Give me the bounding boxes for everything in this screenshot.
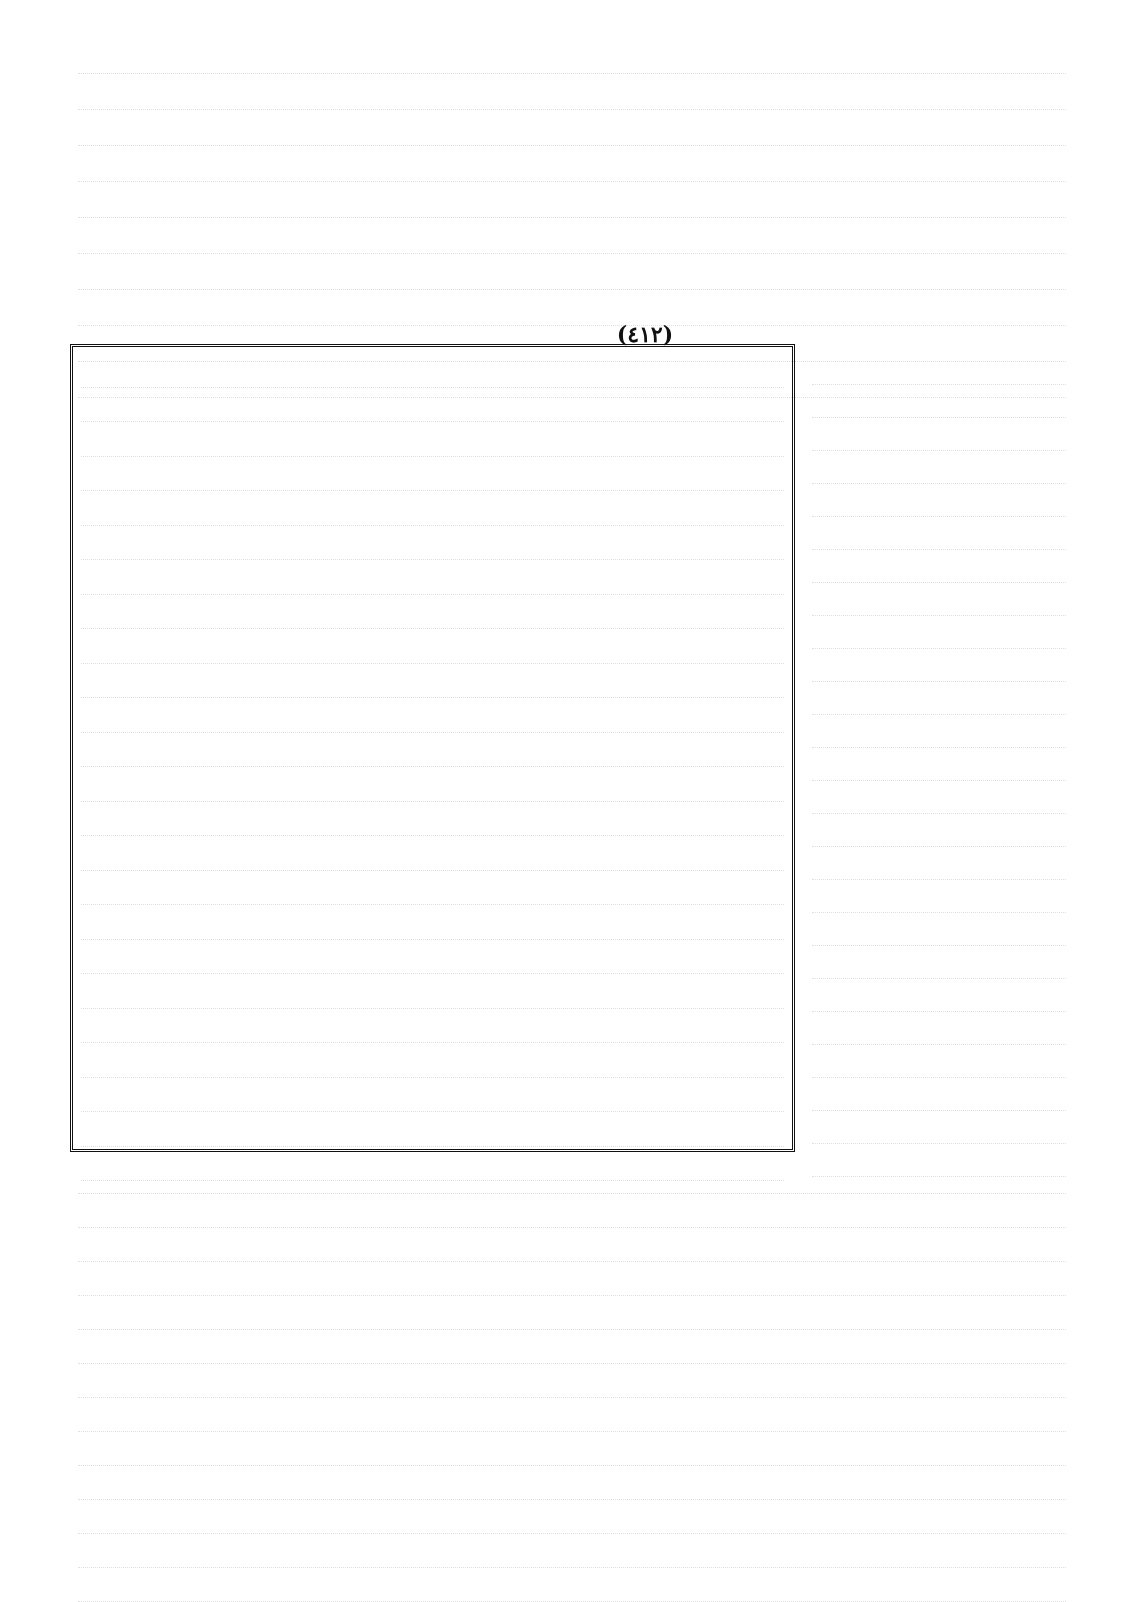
- framed-text-box: [70, 344, 795, 1152]
- text-line: [78, 1466, 1066, 1500]
- text-line: [78, 1228, 1066, 1262]
- framed-text-line: [81, 836, 784, 871]
- framed-text-line: [81, 664, 784, 699]
- framed-text-line: [81, 457, 784, 492]
- side-text-line: [812, 550, 1066, 583]
- framed-text-line: [81, 974, 784, 1009]
- side-text-line: [812, 583, 1066, 616]
- text-line: [78, 1534, 1066, 1568]
- framed-text-line: [81, 802, 784, 837]
- side-text-line: [812, 649, 1066, 682]
- side-text-line: [812, 781, 1066, 814]
- side-text-line: [812, 352, 1066, 385]
- side-text-line: [812, 946, 1066, 979]
- text-line: [78, 254, 1066, 290]
- side-text-line: [812, 517, 1066, 550]
- framed-text-line: [81, 698, 784, 733]
- text-line: [78, 1296, 1066, 1330]
- side-text-line: [812, 451, 1066, 484]
- side-text-line: [812, 979, 1066, 1012]
- text-line: [78, 1160, 1066, 1194]
- bottom-text-block: [78, 1160, 1066, 1602]
- framed-text-line: [81, 1009, 784, 1044]
- side-text-line: [812, 682, 1066, 715]
- text-line: [78, 182, 1066, 218]
- framed-text-line: [81, 526, 784, 561]
- framed-text-line: [81, 1078, 784, 1113]
- framed-text-line: [81, 1112, 784, 1147]
- text-line: [78, 1432, 1066, 1466]
- framed-text-line: [81, 560, 784, 595]
- framed-text-line: [81, 491, 784, 526]
- side-text-line: [812, 1012, 1066, 1045]
- framed-text-line: [81, 1043, 784, 1078]
- text-line: [78, 1330, 1066, 1364]
- text-line: [78, 1568, 1066, 1602]
- text-line: [78, 146, 1066, 182]
- side-text-line: [812, 418, 1066, 451]
- framed-text-line: [81, 905, 784, 940]
- side-text-line: [812, 715, 1066, 748]
- text-line: [78, 1262, 1066, 1296]
- framed-text-line: [81, 353, 784, 388]
- side-text-line: [812, 1078, 1066, 1111]
- text-line: [78, 1398, 1066, 1432]
- framed-text-line: [81, 629, 784, 664]
- side-text-line: [812, 1045, 1066, 1078]
- side-text-line: [812, 880, 1066, 913]
- side-text-line: [812, 385, 1066, 418]
- text-line: [78, 110, 1066, 146]
- framed-text-line: [81, 733, 784, 768]
- text-line: [78, 1364, 1066, 1398]
- framed-text-lines: [81, 353, 784, 1181]
- framed-text-line: [81, 388, 784, 423]
- side-text-line: [812, 913, 1066, 946]
- framed-text-line: [81, 422, 784, 457]
- side-text-line: [812, 484, 1066, 517]
- text-line: [78, 290, 1066, 326]
- text-line: [78, 1500, 1066, 1534]
- framed-text-line: [81, 940, 784, 975]
- side-text-line: [812, 748, 1066, 781]
- side-text-line: [812, 847, 1066, 880]
- framed-text-line: [81, 767, 784, 802]
- text-line: [78, 218, 1066, 254]
- framed-text-line: [81, 595, 784, 630]
- side-text-line: [812, 814, 1066, 847]
- side-column-text: [812, 352, 1066, 1177]
- text-line: [78, 74, 1066, 110]
- framed-text-line: [81, 871, 784, 906]
- side-text-line: [812, 616, 1066, 649]
- side-text-line: [812, 1111, 1066, 1144]
- text-line: [78, 38, 1066, 74]
- text-line: [78, 1194, 1066, 1228]
- page-number: (٤١٢): [616, 322, 674, 348]
